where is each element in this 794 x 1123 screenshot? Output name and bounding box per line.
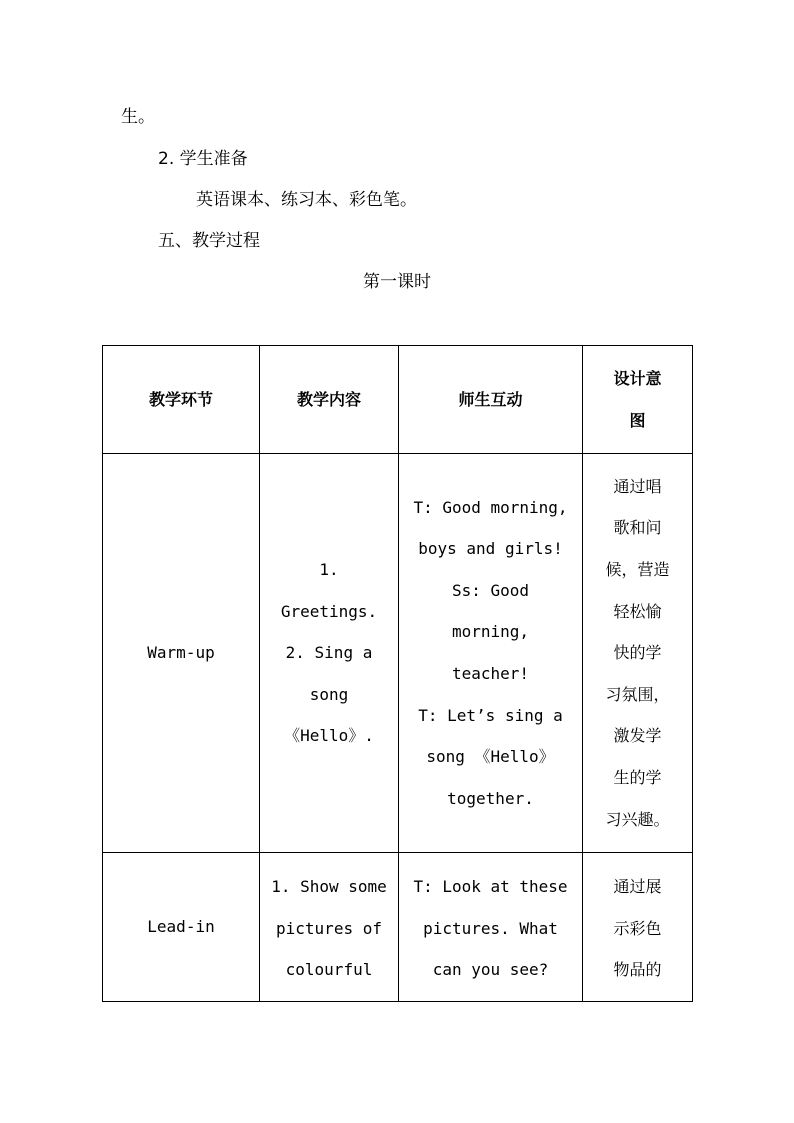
cell-stage: Lead-in [103,853,260,1002]
cell-content: 1. Show some pictures of colourful [260,853,399,1002]
header-intent: 设计意 图 [583,346,693,454]
process-heading: 五、教学过程 [158,231,260,251]
student-prep-items: 英语课本、练习本、彩色笔。 [196,190,417,210]
cell-interaction: T: Good morning, boys and girls! Ss: Good morning, teacher! T: Let’s sing a song 《Hello》 together. [399,454,583,853]
continuation-text: 生。 [121,107,155,127]
cell-intent: 通过唱 歌和问 候，营造 轻松愉 快的学 习氛围， 激发学 生的学 习兴趣。 [583,454,693,853]
table-row [103,853,693,1002]
student-prep-heading: 2. 学生准备 [158,149,248,169]
table-row [103,454,693,853]
cell-intent: 通过展 示彩色 物品的 [583,853,693,1002]
header-content: 教学内容 [260,346,399,454]
header-stage: 教学环节 [103,346,260,454]
header-interaction: 师生互动 [399,346,583,454]
cell-content: 1. Greetings. 2. Sing a song 《Hello》. [260,454,399,853]
teaching-process-table [102,345,693,1002]
cell-stage: Warm-up [103,454,260,853]
cell-interaction: T: Look at these pictures. What can you see? [399,853,583,1002]
table-header-row [103,346,693,454]
lesson-title: 第一课时 [363,272,431,292]
